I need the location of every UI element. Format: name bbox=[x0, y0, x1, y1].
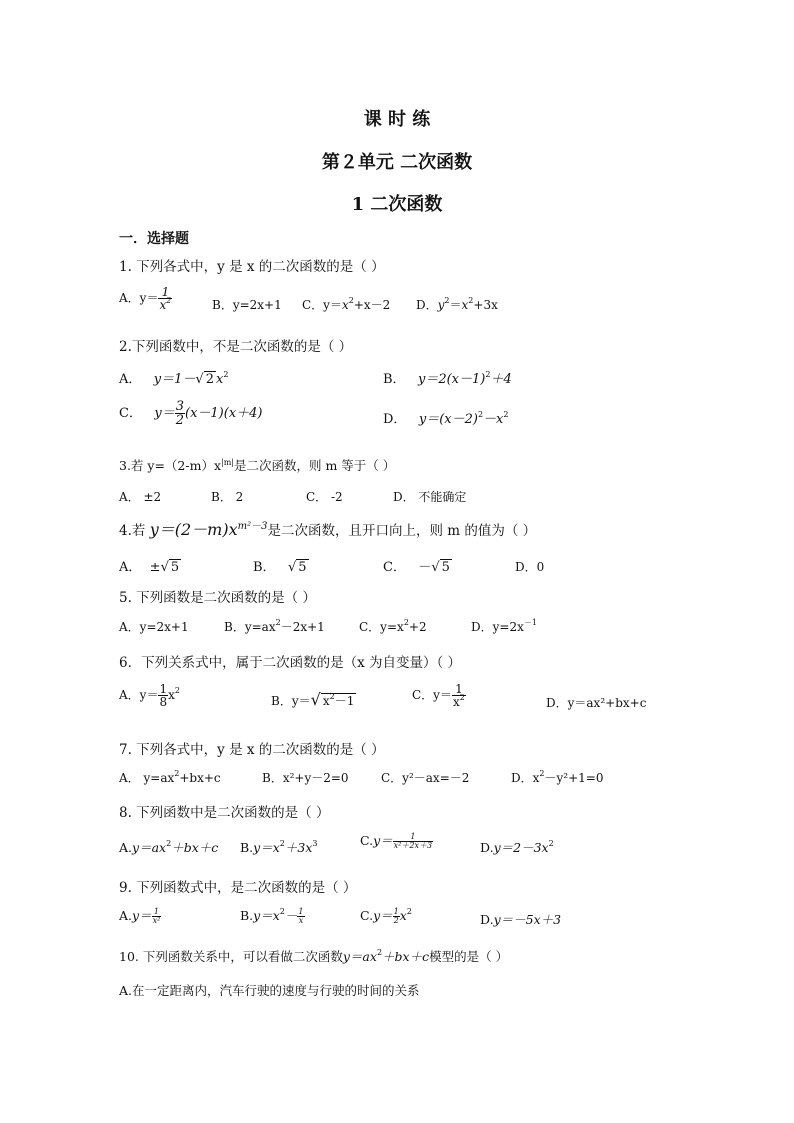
q4-option-d: D．0 bbox=[515, 560, 545, 574]
q3-option-c: C． -2 bbox=[306, 490, 343, 504]
q8-option-b: $B.y=x^2+3x^3$ bbox=[240, 839, 318, 855]
q10-option-a: A.在一定距离内，汽车行驶的速度与行驶的时间的关系 bbox=[119, 983, 420, 998]
question-5: 5. 下列函数是二次函数的是（ ） bbox=[119, 590, 316, 606]
q6-option-d: D．y＝ax²+bx+c bbox=[546, 696, 647, 710]
q8-option-c: C.y＝ $\frac{1}{\text{x²＋2x＋3}}$ bbox=[360, 832, 433, 850]
q5-option-b: B．$y=ax^2-2x+1$ bbox=[224, 618, 325, 634]
question-1: 1. 下列各式中，y 是 x 的二次函数的是（ ） bbox=[119, 259, 385, 275]
q9-option-c: C.y＝ $\frac{1}{2}$ $x^2$ bbox=[360, 907, 412, 925]
q4-option-b: B． √ 5 bbox=[253, 560, 307, 575]
question-10: 10. 下列函数关系中，可以看做二次函数$y=ax^2+bx+c$模型的是（ ） bbox=[119, 948, 509, 964]
q2-option-a: A． y＝1－√ 2 $x^2$ bbox=[119, 370, 229, 387]
question-6: 6．下列关系式中，属于二次函数的是（x 为自变量）（ ） bbox=[119, 655, 462, 671]
q9-option-a: A.y＝ $\frac{1}{\text{x²}}$ bbox=[119, 907, 161, 925]
q7-option-a: A． $y=ax^2+bx+c$ bbox=[119, 769, 221, 785]
unit-title: 第２单元 二次函数 bbox=[321, 152, 473, 173]
q9-option-b: $B.y=x^2-$ $\frac{1}{x}$ bbox=[240, 907, 304, 925]
q5-option-c: C．$y=x^2+2$ bbox=[359, 618, 427, 634]
lesson-title: 1 二次函数 bbox=[351, 194, 443, 215]
q1-option-d: D．$y^2=x^2+3x$ bbox=[416, 296, 498, 312]
q7-option-c: C．y²－ax=－2 bbox=[381, 771, 470, 785]
q2-option-c: C． y＝ $\frac{3}{2}$ (x－1)(x＋4) bbox=[119, 399, 263, 428]
q3-option-b: B． 2 bbox=[211, 490, 244, 504]
q8-option-d: $D.y=2-3x^2$ bbox=[480, 839, 554, 855]
q8-option-a: $A.y=ax^2+bx+c$ bbox=[119, 839, 219, 855]
question-8: 8. 下列函数中是二次函数的是（ ） bbox=[119, 805, 330, 821]
q3-option-d: D． 不能确定 bbox=[393, 490, 467, 504]
section-heading: 一．选择题 bbox=[119, 231, 189, 247]
q2-option-d: D． $y=(x-2)^2-x^2$ bbox=[383, 410, 509, 427]
question-7: 7. 下列各式中，y 是 x 的二次函数的是（ ） bbox=[119, 742, 385, 758]
question-9: 9. 下列函数式中，是二次函数的是（ ） bbox=[119, 880, 357, 896]
q9-option-d: D.y＝－5x＋3 bbox=[480, 912, 562, 927]
q2-option-b: B． $y=2(x-1)^2+4$ bbox=[383, 370, 512, 387]
q7-option-d: D．$x^2-y^2+1=0$ bbox=[511, 769, 604, 785]
q4-option-c: C． －√ 5 bbox=[383, 560, 450, 575]
question-4: 4.若 $y=(2-m)x^{m^2-3}$是二次函数，且开口向上，则 m 的值为（ ） bbox=[119, 520, 537, 539]
q7-option-b: B．x²+y－2=0 bbox=[262, 771, 349, 785]
q4-option-a: A． ±√ 5 bbox=[119, 560, 180, 575]
q3-option-a: A． ±2 bbox=[119, 490, 162, 504]
q1-option-a: A．y＝ $\frac{1}{x^2}$ bbox=[119, 285, 172, 312]
q1-option-b: B．y=2x+1 bbox=[212, 298, 282, 312]
page-title: 课 时 练 bbox=[363, 109, 431, 130]
q6-option-c: C．y＝ $\frac{1}{x^2}$ bbox=[412, 682, 465, 709]
q1-option-c: C．$y=x^2+x-2$ bbox=[302, 296, 391, 312]
q6-option-b: B．y＝√ $x^2-1$ bbox=[271, 690, 355, 709]
q5-option-a: A．y=2x+1 bbox=[119, 620, 189, 634]
question-3: 3.若 $y=(2-m)x^{|m|}$是二次函数，则 m 等于（ ） bbox=[119, 458, 396, 473]
q6-option-a: A．y＝ $\frac{1}{8}$ $x^2$ bbox=[119, 682, 180, 709]
question-2: 2.下列函数中，不是二次函数的是（ ） bbox=[119, 339, 353, 355]
q5-option-d: D．$y=2x^{-1}$ bbox=[471, 618, 537, 634]
